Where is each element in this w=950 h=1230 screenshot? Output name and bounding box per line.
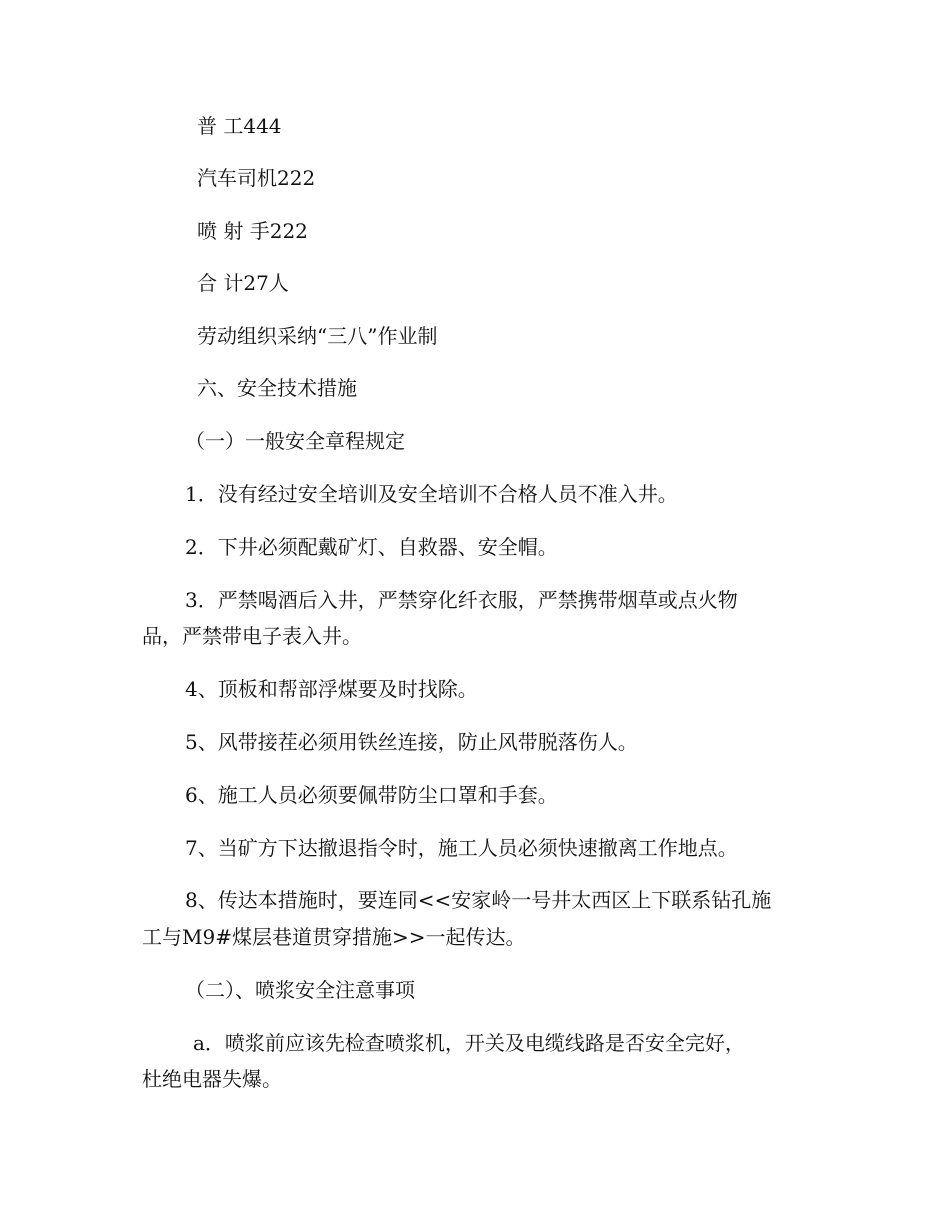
section-heading: 六、安全技术措施	[197, 376, 357, 400]
staff-sprayer: 喷 射 手222	[197, 219, 308, 243]
list-item: 2．下井必须配戴矿灯、自救器、安全帽。	[185, 535, 558, 559]
list-item: 3．严禁喝酒后入井，严禁穿化纤衣服，严禁携带烟草或点火物	[185, 588, 738, 612]
list-item: 8、传达本措施时，要连同<<安家岭一号井太西区上下联系钻孔施	[185, 888, 772, 912]
subsection-heading-general: （一）一般安全章程规定	[185, 429, 405, 453]
list-item-continuation: 杜绝电器失爆。	[142, 1067, 282, 1091]
list-item: 7、当矿方下达撤退指令时，施工人员必须快速撤离工作地点。	[185, 836, 738, 860]
list-item: a．喷浆前应该先检查喷浆机，开关及电缆线路是否安全完好，	[193, 1031, 745, 1055]
staff-total: 合 计27人	[197, 271, 289, 295]
staff-laborer: 普 工444	[197, 114, 282, 138]
list-item-continuation: 工与M9#煤层巷道贯穿措施>>一起传达。	[142, 925, 526, 949]
subsection-heading-spraying: （二）、喷浆安全注意事项	[185, 978, 415, 1002]
list-item: 1．没有经过安全培训及安全培训不合格人员不准入井。	[185, 482, 678, 506]
list-item: 5、风带接茬必须用铁丝连接，防止风带脱落伤人。	[185, 730, 638, 754]
list-item: 4、顶板和帮部浮煤要及时找除。	[185, 677, 478, 701]
shift-system-text: 劳动组织采纳“三八”作业制	[197, 324, 438, 348]
staff-driver: 汽车司机222	[197, 166, 316, 190]
list-item-continuation: 品，严禁带电子表入井。	[142, 624, 362, 648]
list-item: 6、施工人员必须要佩带防尘口罩和手套。	[185, 783, 558, 807]
